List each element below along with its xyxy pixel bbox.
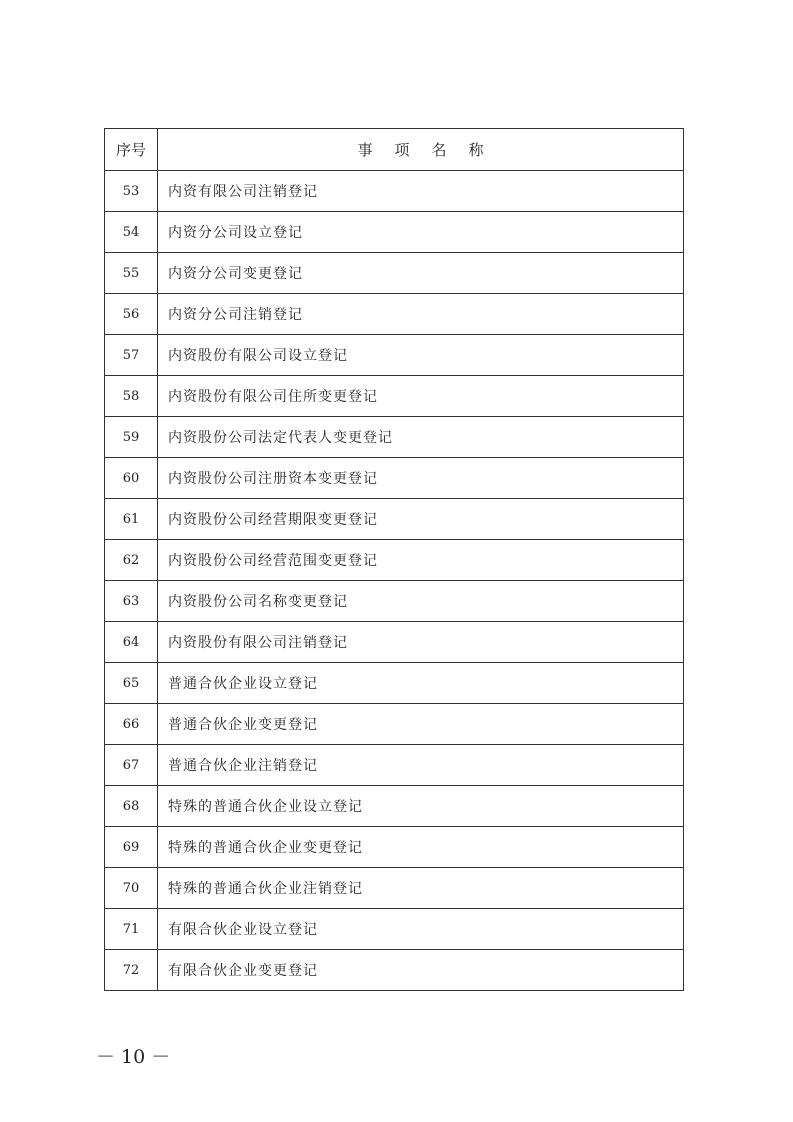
table-row [105, 171, 684, 212]
items-table [104, 128, 684, 991]
table-row [105, 335, 684, 376]
header-char: 事 [357, 141, 373, 159]
table-row [105, 786, 684, 827]
table-row [105, 909, 684, 950]
row-number: 66 [105, 704, 158, 745]
row-item-name: 内资有限公司注销登记 [158, 171, 684, 212]
row-number: 62 [105, 540, 158, 581]
header-seq: 序号 [105, 129, 158, 171]
row-number: 69 [105, 827, 158, 868]
table-row [105, 950, 684, 991]
table-header-row [105, 129, 684, 171]
row-number: 54 [105, 212, 158, 253]
row-number: 57 [105, 335, 158, 376]
row-number: 56 [105, 294, 158, 335]
row-number: 65 [105, 663, 158, 704]
row-item-name: 特殊的普通合伙企业设立登记 [158, 786, 684, 827]
table-row [105, 540, 684, 581]
header-char: 名 [431, 141, 447, 159]
row-number: 59 [105, 417, 158, 458]
row-number: 61 [105, 499, 158, 540]
table-row [105, 253, 684, 294]
table-row [105, 294, 684, 335]
table-row [105, 581, 684, 622]
header-char: 项 [394, 141, 410, 159]
row-number: 63 [105, 581, 158, 622]
table-row [105, 376, 684, 417]
row-item-name: 特殊的普通合伙企业变更登记 [158, 827, 684, 868]
table-row [105, 417, 684, 458]
row-item-name: 内资股份公司注册资本变更登记 [158, 458, 684, 499]
row-item-name: 内资股份有限公司注销登记 [158, 622, 684, 663]
page-number: － 10 － [96, 1046, 171, 1068]
row-item-name: 内资股份公司名称变更登记 [158, 581, 684, 622]
table-row [105, 458, 684, 499]
header-char: 称 [468, 141, 484, 159]
row-item-name: 内资股份公司法定代表人变更登记 [158, 417, 684, 458]
row-item-name: 内资分公司设立登记 [158, 212, 684, 253]
row-item-name: 有限合伙企业变更登记 [158, 950, 684, 991]
table-row [105, 745, 684, 786]
table-row [105, 212, 684, 253]
row-item-name: 有限合伙企业设立登记 [158, 909, 684, 950]
header-item-name [158, 129, 684, 171]
row-item-name: 内资股份公司经营范围变更登记 [158, 540, 684, 581]
table-row [105, 827, 684, 868]
row-number: 67 [105, 745, 158, 786]
row-item-name: 普通合伙企业变更登记 [158, 704, 684, 745]
row-item-name: 内资股份有限公司设立登记 [158, 335, 684, 376]
table-row [105, 622, 684, 663]
row-number: 60 [105, 458, 158, 499]
row-item-name: 特殊的普通合伙企业注销登记 [158, 868, 684, 909]
row-number: 64 [105, 622, 158, 663]
row-number: 68 [105, 786, 158, 827]
row-number: 53 [105, 171, 158, 212]
table-row [105, 868, 684, 909]
table-body [105, 171, 684, 991]
row-number: 70 [105, 868, 158, 909]
row-item-name: 内资分公司变更登记 [158, 253, 684, 294]
row-number: 55 [105, 253, 158, 294]
row-item-name: 内资股份公司经营期限变更登记 [158, 499, 684, 540]
row-item-name: 内资股份有限公司住所变更登记 [158, 376, 684, 417]
table-row [105, 704, 684, 745]
row-item-name: 普通合伙企业注销登记 [158, 745, 684, 786]
row-number: 72 [105, 950, 158, 991]
row-item-name: 普通合伙企业设立登记 [158, 663, 684, 704]
row-number: 58 [105, 376, 158, 417]
row-number: 71 [105, 909, 158, 950]
table-row [105, 499, 684, 540]
table-row [105, 663, 684, 704]
row-item-name: 内资分公司注销登记 [158, 294, 684, 335]
